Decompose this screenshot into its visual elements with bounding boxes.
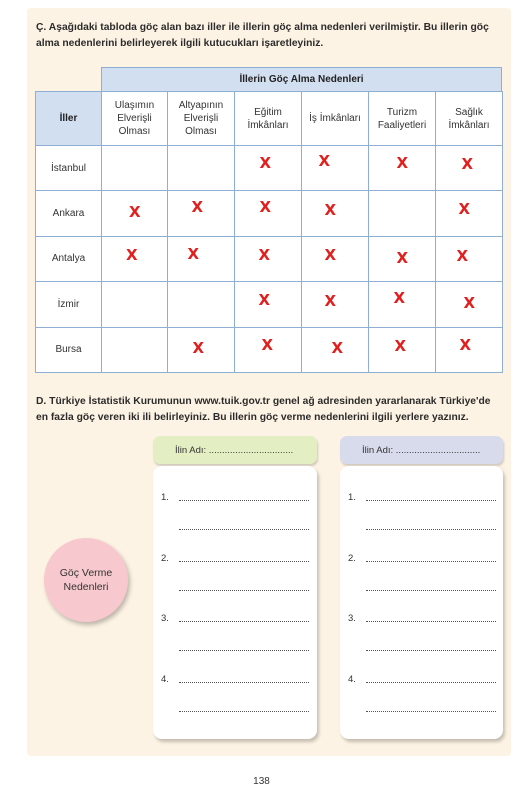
column-header: Sağlık İmkânları <box>435 91 503 146</box>
answer-line[interactable] <box>366 561 496 562</box>
checkbox-cell[interactable] <box>167 145 235 191</box>
x-mark: X <box>324 291 337 310</box>
section-c-instruction: Ç. Aşağıdaki tabloda göç alan bazı iller ile illerin göç alma nedenleri verilmiştir. Bu illerin göç alma nedenlerini belirleyerek ilgili kutucukları işaretleyiniz. <box>36 22 489 49</box>
column-header: Eğitim İmkânları <box>234 91 302 146</box>
x-mark: X <box>259 153 272 172</box>
city-cell: İzmir <box>35 281 102 327</box>
x-mark: X <box>458 200 471 219</box>
checkbox-cell[interactable] <box>101 327 168 373</box>
x-mark: X <box>129 203 141 222</box>
column-header: İş İmkânları <box>301 91 369 146</box>
x-mark: X <box>192 339 205 358</box>
x-mark: X <box>324 245 337 264</box>
city-cell: İstanbul <box>35 145 102 191</box>
line-number: 2. <box>161 553 169 564</box>
x-mark: X <box>324 201 337 220</box>
table-row-header: İller <box>35 91 102 146</box>
x-mark: X <box>258 245 271 264</box>
city-cell: Ankara <box>35 190 102 236</box>
table-main-header: İllerin Göç Alma Nedenleri <box>101 67 502 92</box>
checkbox-cell[interactable] <box>167 236 235 282</box>
x-mark: X <box>461 154 474 173</box>
x-mark: X <box>261 336 274 355</box>
x-mark: X <box>258 290 271 309</box>
left-reasons-box[interactable] <box>153 466 317 739</box>
migration-table <box>35 67 502 372</box>
answer-line[interactable] <box>366 500 496 501</box>
answer-line[interactable] <box>179 650 309 651</box>
table-corner <box>35 67 101 91</box>
x-mark: X <box>393 288 406 307</box>
left-city-name-field[interactable]: İlin Adı: ................................ <box>153 436 317 464</box>
x-mark: X <box>331 339 344 358</box>
column-header: Turizm Faaliyetleri <box>368 91 436 146</box>
checkbox-cell[interactable] <box>101 281 168 327</box>
x-mark: X <box>463 293 476 312</box>
answer-line[interactable] <box>366 590 496 591</box>
answer-line[interactable] <box>366 621 496 622</box>
page-number: 138 <box>253 776 270 787</box>
answer-line[interactable] <box>366 650 496 651</box>
answer-line[interactable] <box>179 529 309 530</box>
x-mark: X <box>191 198 204 217</box>
right-reasons-box[interactable] <box>340 466 503 739</box>
answer-line[interactable] <box>179 561 309 562</box>
checkbox-cell[interactable] <box>167 281 235 327</box>
checkbox-cell[interactable] <box>301 145 369 191</box>
city-cell: Bursa <box>35 327 102 373</box>
right-city-name-field[interactable]: İlin Adı: ................................ <box>340 436 503 464</box>
line-number: 2. <box>348 553 356 564</box>
circle-label: Göç Verme Nedenleri <box>59 567 113 593</box>
x-mark: X <box>456 246 469 265</box>
checkbox-cell[interactable] <box>101 145 168 191</box>
column-header: Altyapının Elverişli Olması <box>167 91 235 146</box>
column-header: Ulaşımın Elverişli Olması <box>101 91 168 146</box>
checkbox-cell[interactable] <box>368 190 436 236</box>
city-cell: Antalya <box>35 236 102 282</box>
checkbox-cell[interactable] <box>435 236 503 282</box>
answer-line[interactable] <box>179 590 309 591</box>
answer-line[interactable] <box>366 711 496 712</box>
line-number: 3. <box>161 613 169 624</box>
x-mark: X <box>126 245 138 264</box>
answer-line[interactable] <box>366 682 496 683</box>
x-mark: X <box>396 153 409 172</box>
answer-line[interactable] <box>179 621 309 622</box>
x-mark: X <box>318 151 331 170</box>
emigration-reasons-circle <box>44 538 128 622</box>
x-mark: X <box>396 248 409 267</box>
answer-line[interactable] <box>179 682 309 683</box>
x-mark: X <box>187 244 200 263</box>
line-number: 3. <box>348 613 356 624</box>
line-number: 1. <box>161 492 169 503</box>
line-number: 4. <box>348 674 356 685</box>
x-mark: X <box>394 337 407 356</box>
line-number: 4. <box>161 674 169 685</box>
x-mark: X <box>259 198 272 217</box>
answer-line[interactable] <box>179 711 309 712</box>
answer-line[interactable] <box>179 500 309 501</box>
section-d-instruction: D. Türkiye İstatistik Kurumunun www.tuik.gov.tr genel ağ adresinden yararlanarak Türkiye'de en fazla göç veren iki ili belirleyiniz. Bu illerin göç verme nedenlerini ilgili yerlere yazınız. <box>36 396 491 423</box>
x-mark: X <box>459 336 472 355</box>
answer-line[interactable] <box>366 529 496 530</box>
line-number: 1. <box>348 492 356 503</box>
